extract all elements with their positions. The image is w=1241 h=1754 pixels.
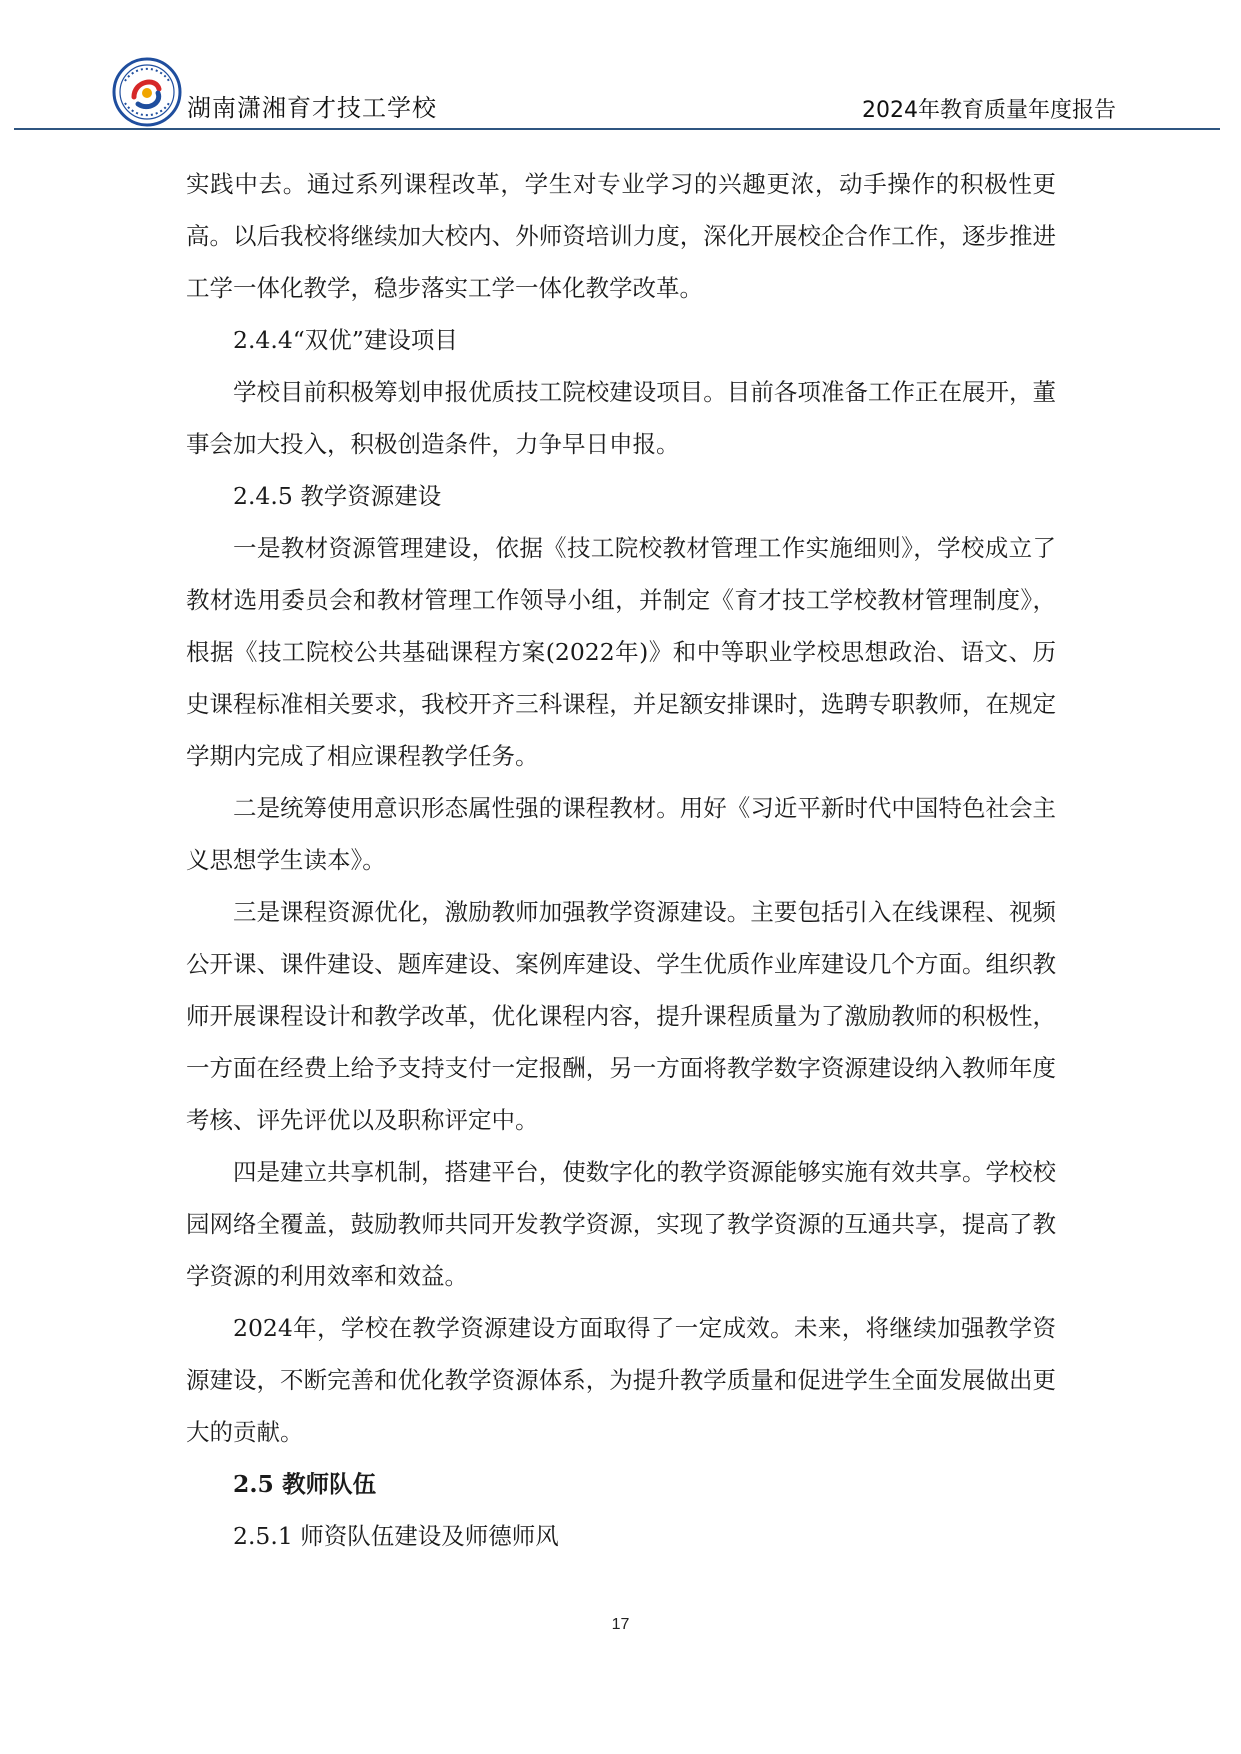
school-logo-icon [112,57,182,127]
paragraph-double-excellence: 学校目前积极筹划申报优质技工院校建设项目。目前各项准备工作正在展开，董事会加大投入，积极创造条件，力争早日申报。 [186,378,1056,458]
paragraph-course-resources: 三是课程资源优化，激励教师加强教学资源建设。主要包括引入在线课程、视频公开课、课件建设、题库建设、案例库建设、学生优质作业库建设几个方面。组织教师开展课程设计和教学改革，优化课程内容，提升课程质量为了激励教师的积极性，一方面在经费上给予支持支付一定报酬，另一方面将教学数字资源建设纳入教师年度考核、评先评优以及职称评定中。 [186,898,1056,1134]
section-heading-2-5: 2.5 教师队伍 [233,1470,377,1498]
paragraph-sharing-mechanism: 四是建立共享机制，搭建平台，使数字化的教学资源能够实施有效共享。学校校园网络全覆盖，鼓励教师共同开发教学资源，实现了教学资源的互通共享，提高了教学资源的利用效率和效益。 [186,1158,1056,1290]
paragraph-continuation: 实践中去。通过系列课程改革，学生对专业学习的兴趣更浓，动手操作的积极性更高。以后我校将继续加大校内、外师资培训力度，深化开展校企合作工作，逐步推进工学一体化教学，稳步落实工学一体化教学改革。 [186,170,1056,302]
page-number: 17 [611,1616,630,1633]
section-heading-2-5-1: 2.5.1 师资队伍建设及师德师风 [233,1522,559,1550]
paragraph-summary-2024: 2024年，学校在教学资源建设方面取得了一定成效。未来，将继续加强教学资源建设，不断完善和优化教学资源体系，为提升教学质量和促进学生全面发展做出更大的贡献。 [186,1314,1056,1446]
page-header [0,0,1241,135]
paragraph-ideology-textbooks: 二是统筹使用意识形态属性强的课程教材。用好《习近平新时代中国特色社会主义思想学生读本》。 [186,794,1056,874]
paragraph-textbook-management: 一是教材资源管理建设，依据《技工院校教材管理工作实施细则》，学校成立了教材选用委员会和教材管理工作领导小组，并制定《育才技工学校教材管理制度》，根据《技工院校公共基础课程方案(2022年)》和中等职业学校思想政治、语文、历史课程标准相关要求，我校开齐三科课程，并足额安排课时，选聘专职教师，在规定学期内完成了相应课程教学任务。 [186,534,1056,770]
section-heading-2-4-5: 2.4.5 教学资源建设 [233,482,442,510]
section-heading-2-4-4: 2.4.4“双优”建设项目 [233,326,458,354]
report-title: 2024年教育质量年度报告 [862,98,1116,123]
school-name: 湖南潇湘育才技工学校 [187,94,437,122]
header-divider [14,128,1220,130]
document-body [186,158,1056,1562]
